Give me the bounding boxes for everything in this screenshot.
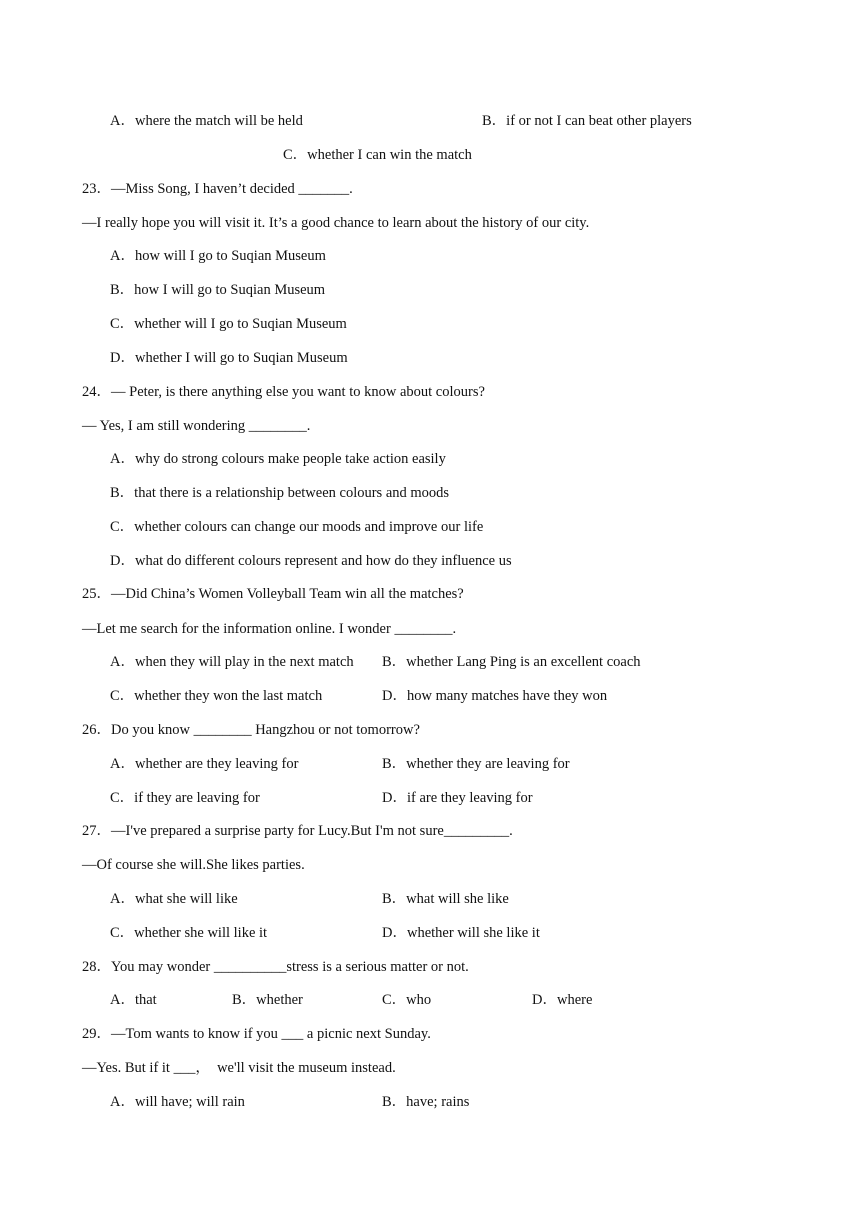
q28-stem: 28．You may wonder __________stress is a serious matter or not. bbox=[82, 959, 469, 975]
q24-option-d: D．what do different colours represent and how do they influence us bbox=[110, 553, 512, 569]
q29-option-b: B．have; rains bbox=[382, 1094, 470, 1110]
q23-reply: —I really hope you will visit it. It’s a good chance to learn about the history of our city. bbox=[82, 215, 590, 231]
q26-stem: 26．Do you know ________ Hangzhou or not tomorrow? bbox=[82, 722, 420, 738]
q25-option-d: D．how many matches have they won bbox=[382, 688, 608, 704]
q22-option-c: C．whether I can win the match bbox=[283, 147, 472, 163]
q27-reply: —Of course she will.She likes parties. bbox=[82, 857, 305, 873]
q25-option-a: A．when they will play in the next match bbox=[110, 654, 354, 670]
q27-option-a: A．what she will like bbox=[110, 891, 238, 907]
q23-option-a: A．how will I go to Suqian Museum bbox=[110, 248, 326, 264]
q24-option-a: A．why do strong colours make people take action easily bbox=[110, 451, 446, 467]
q24-stem: 24．— Peter, is there anything else you want to know about colours? bbox=[82, 384, 485, 400]
q25-stem: 25．—Did China’s Women Volleyball Team win all the matches? bbox=[82, 586, 464, 602]
q23-option-c: C．whether will I go to Suqian Museum bbox=[110, 316, 347, 332]
q24-option-b: B．that there is a relationship between colours and moods bbox=[110, 485, 450, 501]
q26-option-a: A．whether are they leaving for bbox=[110, 756, 299, 772]
q25-option-c: C．whether they won the last match bbox=[110, 688, 323, 704]
q26-option-b: B．whether they are leaving for bbox=[382, 756, 570, 772]
q22-option-a: A．where the match will be held bbox=[110, 113, 303, 129]
q23-option-b: B．how I will go to Suqian Museum bbox=[110, 282, 326, 298]
q29-stem: 29．—Tom wants to know if you ___ a picnic next Sunday. bbox=[82, 1026, 431, 1042]
q27-option-c: C．whether she will like it bbox=[110, 925, 268, 941]
q26-option-c: C．if they are leaving for bbox=[110, 790, 260, 806]
q28-option-d: D．where bbox=[532, 992, 593, 1008]
q27-option-d: D．whether will she like it bbox=[382, 925, 540, 941]
q23-stem: 23．—Miss Song, I haven’t decided _______. bbox=[82, 181, 353, 197]
q24-reply: — Yes, I am still wondering ________. bbox=[82, 418, 311, 434]
q28-option-a: A．that bbox=[110, 992, 157, 1008]
q22-option-b: B．if or not I can beat other players bbox=[482, 113, 692, 129]
q28-option-c: C．who bbox=[382, 992, 432, 1008]
q27-stem: 27．—I've prepared a surprise party for Lucy.But I'm not sure_________. bbox=[82, 823, 513, 839]
q25-option-b: B．whether Lang Ping is an excellent coach bbox=[382, 654, 641, 670]
q28-option-b: B．whether bbox=[232, 992, 303, 1008]
q29-reply: —Yes. But if it ___， we'll visit the museum instead. bbox=[82, 1060, 396, 1076]
q25-reply: —Let me search for the information online. I wonder ________. bbox=[82, 621, 457, 637]
q27-option-b: B．what will she like bbox=[382, 891, 509, 907]
q26-option-d: D．if are they leaving for bbox=[382, 790, 533, 806]
q23-option-d: D．whether I will go to Suqian Museum bbox=[110, 350, 348, 366]
q24-option-c: C．whether colours can change our moods and improve our life bbox=[110, 519, 484, 535]
q29-option-a: A．will have; will rain bbox=[110, 1094, 245, 1110]
